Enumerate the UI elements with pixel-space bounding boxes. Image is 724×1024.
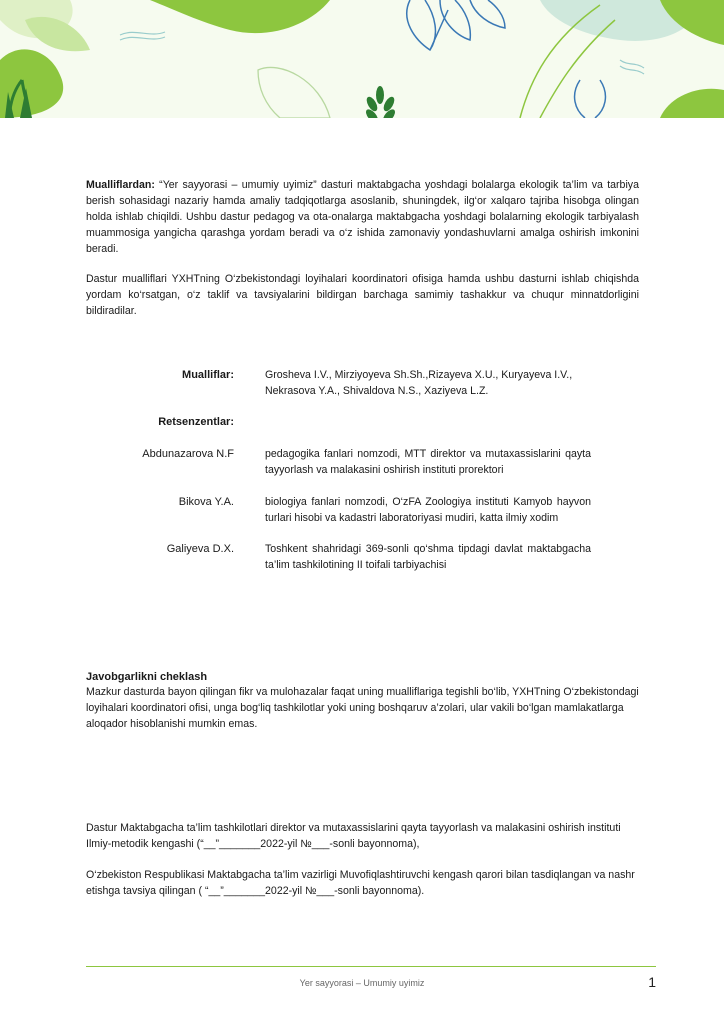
reviewer-desc: biologiya fanlari nomzodi, O‘zFA Zoologiya instituti Kamyob hayvon turlari hisobi va kadastri laboratoriyasi mudiri, katta ilmiy xodim (265, 496, 591, 524)
reviewer-desc: pedagogika fanlari nomzodi, MTT direktor va mutaxassislarini qayta tayyorlash va malakasini oshirish instituti prorektori (265, 448, 591, 476)
intro-paragraph (86, 177, 639, 257)
decorative-leaf-banner (0, 0, 724, 118)
approval-paragraph-2: O‘zbekiston Respublikasi Maktabgacha ta’lim vazirligi Muvofiqlashtiruvchi kengash qarori bilan tasdiqlangan va nashr etishga tavsiya qilingan ( “__”_______2022-yil №___-sonli bayonnoma). (86, 869, 635, 897)
page-number: 1 (648, 974, 656, 990)
footer-title: Yer sayyorasi – Umumiy uyimiz (299, 978, 425, 988)
authors-names (265, 367, 591, 399)
intro-text: “Yer sayyorasi – umumiy uyimiz” dasturi maktabgacha yoshdagi bolalarga ekologik ta’lim va tarbiya berish sohasidagi nazariy hamda amaliy tadqiqotlarga asoslanib, shuningdek, ilg‘or xalqaro tajriba hisobga olingan holda ishlab chiqildi. Ushbu dastur pedagog va ota-onalarga maktabgacha yoshdagi bolalarning ekologik tarbiyalash muammosiga yangicha qarashga yordam beradi va o‘z ishida zamonaviy yondashuvlarni amalga oshirish imkonini beradi. (86, 179, 639, 255)
reviewer-desc: Toshkent shahridagi 369-sonli qo‘shma tipdagi davlat maktabgacha ta’lim tashkilotining II toifali tarbiyachisi (265, 543, 591, 571)
intro-label: Mualliflardan: (86, 179, 155, 191)
reviewers-label: Retsenzentlar: (158, 416, 234, 428)
authors-label: Mualliflar: (182, 369, 234, 381)
thanks-paragraph: Dastur mualliflari YXHTning O‘zbekistondagi loyihalari koordinatori ofisiga hamda ushbu dasturni ishlab chiqishda yordam ko‘rsatgan, o‘z taklif va tavsiyalarini bildirgan barchaga samimiy tashakkur va chuqur minnatdorligini bildiradilar. (86, 273, 639, 317)
reviewer-name: Galiyeva D.X. (166, 543, 234, 555)
reviewer-name: Bikova Y.A. (178, 496, 234, 508)
disclaimer-title: Javobgarlikni cheklash (86, 671, 208, 683)
disclaimer-text: Mazkur dasturda bayon qilingan fikr va mulohazalar faqat uning mualliflariga tegishli bo‘lib, YXHTning O‘zbekistondagi loyihalari koordinatori ofisi, unga bog‘liq tashkilotlar yoki uning boshqaruv a’zolari, ular vakili bo‘lgan mamlakatlarga aloqador hisoblanishi mumkin emas. (86, 686, 639, 730)
reviewer-name: Abdunazarova N.F (142, 448, 234, 460)
approval-paragraph-1: Dastur Maktabgacha ta’lim tashkilotlari direktor va mutaxassislarini qayta tayyorlash va malakasini oshirish instituti Ilmiy-metodik kengashi (“__”_______2022-yil №___-sonli bayonnoma), (86, 822, 621, 850)
authors-names-line1: Grosheva I.V., Mirziyoyeva Sh.Sh.,Rizayeva X.U., Kuryayeva I.V., (265, 369, 573, 381)
authors-names-line2: Nekrasova Y.A., Shivaldova N.S., Xaziyeva L.Z. (265, 385, 489, 397)
footer-divider (86, 966, 656, 967)
